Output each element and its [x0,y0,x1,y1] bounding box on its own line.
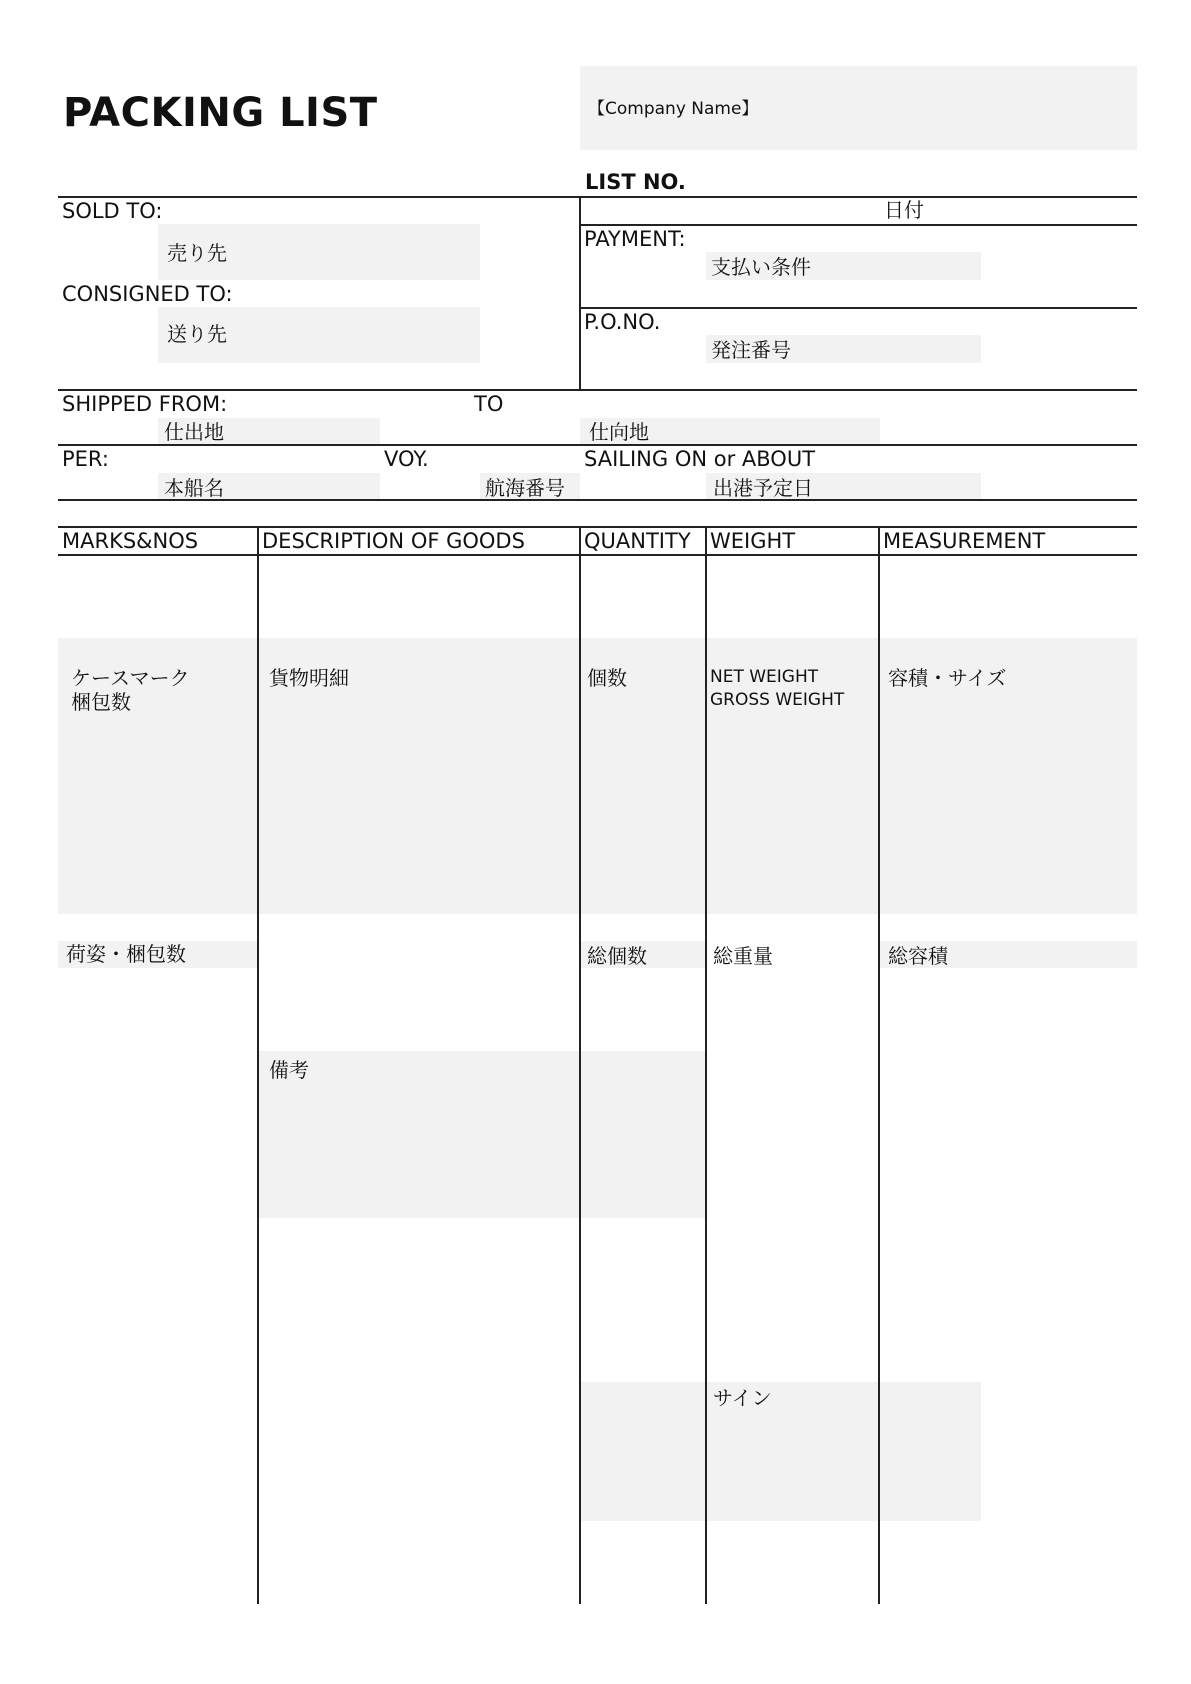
goods-description-label: 貨物明細 [269,666,349,690]
sailing-label: SAILING ON or ABOUT [584,447,816,471]
divider [580,307,1137,309]
payment-label: PAYMENT: [584,227,686,251]
totals-measurement-label: 総容積 [888,944,948,968]
sold-to-value: 売り先 [167,241,227,265]
measurement-label: 容積・サイズ [888,666,1007,690]
totals-quantity-label: 総個数 [587,944,647,968]
case-mark-label: ケースマーク [71,666,190,690]
company-name: 【Company Name】 [588,99,759,119]
sailing-date-value: 出港予定日 [713,476,813,500]
document-title: PACKING LIST [63,90,378,136]
table-header-border [58,554,1137,556]
shipped-from-label: SHIPPED FROM: [62,392,228,416]
consigned-to-value: 送り先 [167,322,227,346]
totals-weight-label: 総重量 [713,944,773,968]
payment-value: 支払い条件 [711,255,811,279]
remarks-field[interactable] [258,1051,706,1218]
per-label: PER: [62,447,109,471]
consigned-to-label: CONSIGNED TO: [62,282,233,306]
date-field[interactable]: 日付 [884,198,924,222]
divider [58,499,1137,501]
list-no-label: LIST NO. [585,170,686,194]
voy-label: VOY. [384,447,429,471]
quantity-label: 個数 [587,666,627,690]
table-top-border [58,526,1137,528]
divider [58,389,1137,391]
signature-field[interactable] [580,1382,981,1521]
totals-packages-label: 荷姿・梱包数 [66,942,186,966]
column-header-quantity: QUANTITY [584,529,691,553]
to-label: TO [474,392,504,416]
package-count-label: 梱包数 [71,690,131,714]
net-weight-label: NET WEIGHT [710,667,819,687]
po-number-label: P.O.NO. [584,310,661,334]
vessel-name-value: 本船名 [164,476,224,500]
column-divider [579,526,581,1604]
shipped-from-value: 仕出地 [164,420,224,444]
column-header-description: DESCRIPTION OF GOODS [262,529,525,553]
to-value: 仕向地 [589,420,649,444]
remarks-label: 備考 [269,1058,309,1082]
column-header-weight: WEIGHT [710,529,796,553]
divider [58,444,1137,446]
column-header-measurement: MEASUREMENT [883,529,1046,553]
voyage-number-value: 航海番号 [485,476,565,500]
sold-to-label: SOLD TO: [62,199,163,223]
gross-weight-label: GROSS WEIGHT [710,690,845,710]
column-header-marks: MARKS&NOS [62,529,199,553]
column-divider [257,526,259,1604]
signature-label: サイン [713,1386,772,1410]
po-number-value: 発注番号 [711,338,791,362]
column-divider [705,526,707,1604]
column-divider [878,526,880,1604]
divider [580,224,1137,226]
divider [58,196,1137,198]
